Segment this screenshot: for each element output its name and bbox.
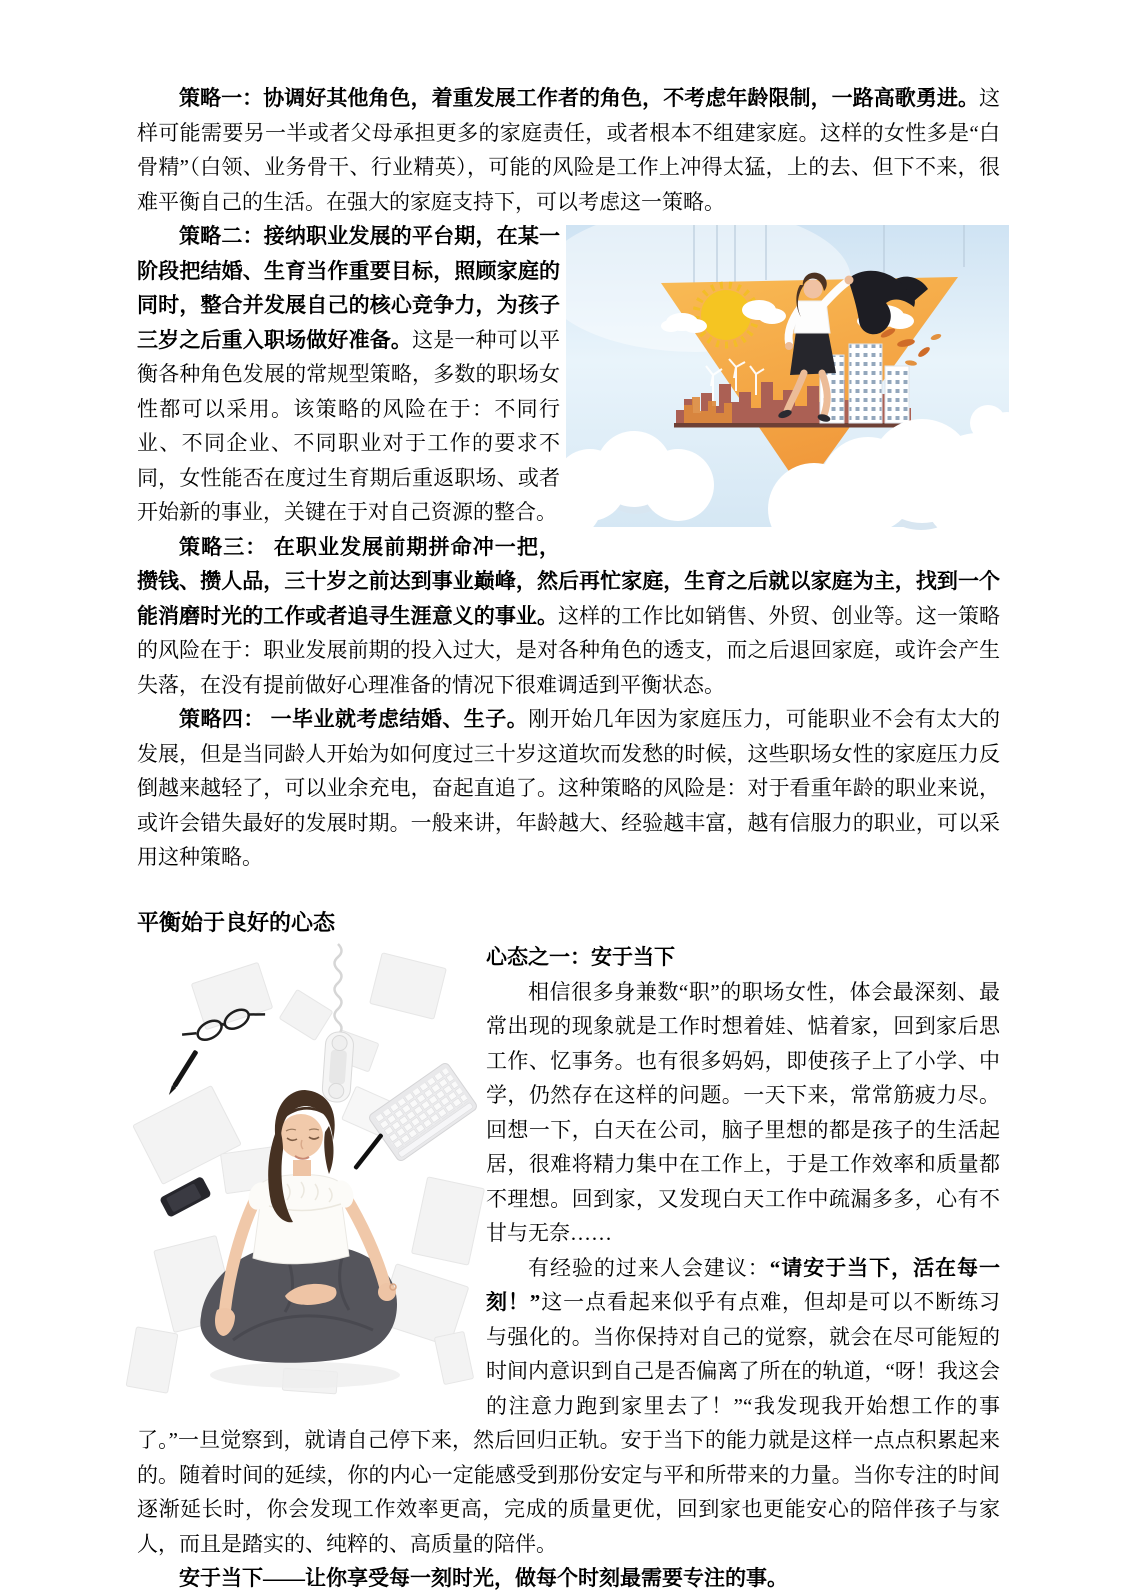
strategy1-lead: 策略一：协调好其他角色，着重发展工作者的角色，不考虑年龄限制，一路高歌勇进。 bbox=[179, 86, 979, 110]
paragraph-strategy3 bbox=[137, 530, 1000, 703]
strategy4-lead: 策略四： 一毕业就考虑结婚、生子。 bbox=[179, 707, 529, 731]
meditation-photo bbox=[137, 944, 472, 1419]
paragraph-mindset1: 相信很多身兼数“职”的职场女性，体会最深刻、最常出现的现象就是工作时想着娃、惦着家，回到家后思工作、忆事务。也有很多妈妈，即使孩子上了小学、中学，仍然存在这样的问题。一天下来，常常筋疲力尽。回想一下，白天在公司，脑子里想的都是孩子的生活起居，很难将精力集中在工作上，于是工作效率和质量都不理想。回到家，又发现白天工作中疏漏多多，心有不甘与无奈…… bbox=[486, 979, 1000, 1245]
strategy2-body: 这是一种可以平衡各种角色发展的常规型策略，多数的职场女性都可以采用。该策略的风险在于：不同行业、不同企业、不同职业对于工作的要求不同，女性能否在度过生育期后重返职场、或者开始新的事业，关键在于对自己资源的整合。 bbox=[137, 327, 561, 524]
subsection-heading: 心态之一：安于当下 bbox=[486, 944, 675, 969]
strategy3-body: 这样的工作比如销售、外贸、创业等。这一策略的风险在于：职业发展前期的投入过大，是对各种角色的透支，而之后退回家庭，或许会产生失落，在没有提前做好心理准备的情况下很难调适到平衡状态。 bbox=[137, 603, 1000, 697]
mindset2-prefix: 有经验的过来人会建议： bbox=[528, 1255, 770, 1280]
closing-text: 安于当下——让你享受每一刻时光，做每个时刻最需要专注的事。 bbox=[179, 1566, 788, 1590]
closing-line bbox=[137, 1561, 1000, 1596]
mindset2-body: 这一点看起来似乎有点难，但却是可以不断练习与强化的。当你保持对自己的觉察，就会在尽可能短的时间内意识到自己是否偏离了所在的轨道，“呀！我这会的注意力跑到家里去了！”“我发现我开始想工作的事了。”一旦觉察到，就请自己停下来，然后回归正轨。安于当下的能力就是这样一点点积累起来的。随着时间的延续，你的内心一定能感受到那份安定与平和所带来的力量。当你专注的时间逐渐延长时，你会发现工作效率更高，完成的质量更优，回到家也更能安心的陪伴孩子与家人，而且是踏实的、纯粹的、高质量的陪伴。 bbox=[137, 1290, 1001, 1556]
strategy2-lead: 策略二：接纳职业发展的平台期，在某一阶段把结婚、生育当作重要目标，照顾家庭的同时，整合并发展自己的核心竞争力，为孩子三岁之后重入职场做好准备。 bbox=[137, 224, 560, 352]
strategy1-body: 这样可能需要另一半或者父母承担更多的家庭责任，或者根本不组建家庭。这样的女性多是“白骨精”（白领、业务骨干、行业精英），可能的风险是工作上冲得太猛，上的去、但下不来，很难平衡自己的生活。在强大的家庭支持下，可以考虑这一策略。 bbox=[137, 86, 1000, 214]
paragraph-strategy4 bbox=[137, 702, 1000, 875]
career-illustration bbox=[566, 225, 1009, 527]
paragraph-strategy1 bbox=[137, 81, 1000, 219]
strategy3-lead: 策略三： 在职业发展前期拼命冲一把，攒钱、攒人品，三十岁之前达到事业巅峰，然后再忙家庭，生育之后就以家庭为主，找到一个能消磨时光的工作或者追寻生涯意义的事业。 bbox=[137, 534, 1000, 628]
mindset2-quote: “请安于当下，活在每一刻！” bbox=[486, 1255, 1001, 1314]
section-heading: 平衡始于良好的心态 bbox=[137, 909, 336, 935]
strategy4-body: 刚开始几年因为家庭压力，可能职业不会有太大的发展，但是当同龄人开始为如何度过三十岁这道坎而发愁的时候，这些职场女性的家庭压力反倒越来越轻了，可以业余充电，奋起直追了。这种策略的风险是：对于看重年龄的职业来说，或许会错失最好的发展时期。一般来讲，年龄越大、经验越丰富，越有信服力的职业，可以采用这种策略。 bbox=[137, 707, 1001, 869]
